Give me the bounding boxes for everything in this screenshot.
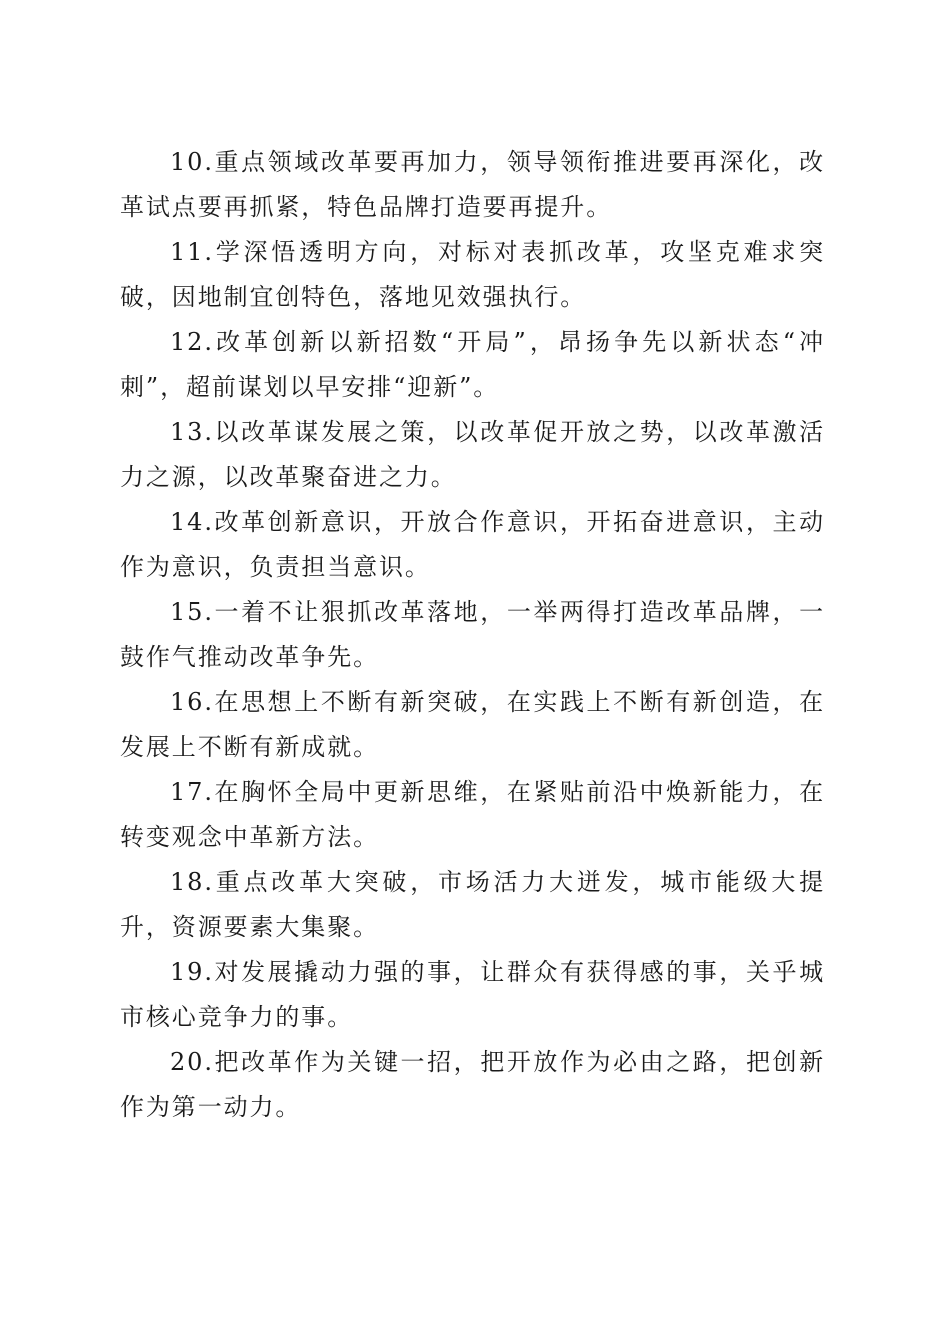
paragraph-10: 10.重点领域改革要再加力，领导领衔推进要再深化，改革试点要再抓紧，特色品牌打造要再提升。	[120, 148, 825, 221]
document-body	[120, 140, 825, 1130]
paragraph-19: 19.对发展撬动力强的事，让群众有获得感的事，关乎城市核心竞争力的事。	[120, 958, 825, 1031]
paragraph-16: 16.在思想上不断有新突破，在实践上不断有新创造，在发展上不断有新成就。	[120, 688, 825, 761]
paragraph-17: 17.在胸怀全局中更新思维，在紧贴前沿中焕新能力，在转变观念中革新方法。	[120, 778, 825, 851]
paragraph-12: 12.改革创新以新招数“开局”，昂扬争先以新状态“冲刺”，超前谋划以早安排“迎新”。	[120, 328, 825, 401]
paragraph-15: 15.一着不让狠抓改革落地，一举两得打造改革品牌，一鼓作气推动改革争先。	[120, 598, 825, 671]
paragraph-20: 20.把改革作为关键一招，把开放作为必由之路，把创新作为第一动力。	[120, 1048, 825, 1121]
paragraph-13: 13.以改革谋发展之策，以改革促开放之势，以改革激活力之源，以改革聚奋进之力。	[120, 418, 825, 491]
paragraph-11: 11.学深悟透明方向，对标对表抓改革，攻坚克难求突破，因地制宜创特色，落地见效强执行。	[120, 238, 825, 311]
paragraph-18: 18.重点改革大突破，市场活力大迸发，城市能级大提升，资源要素大集聚。	[120, 868, 825, 941]
paragraph-14: 14.改革创新意识，开放合作意识，开拓奋进意识，主动作为意识，负责担当意识。	[120, 508, 825, 581]
